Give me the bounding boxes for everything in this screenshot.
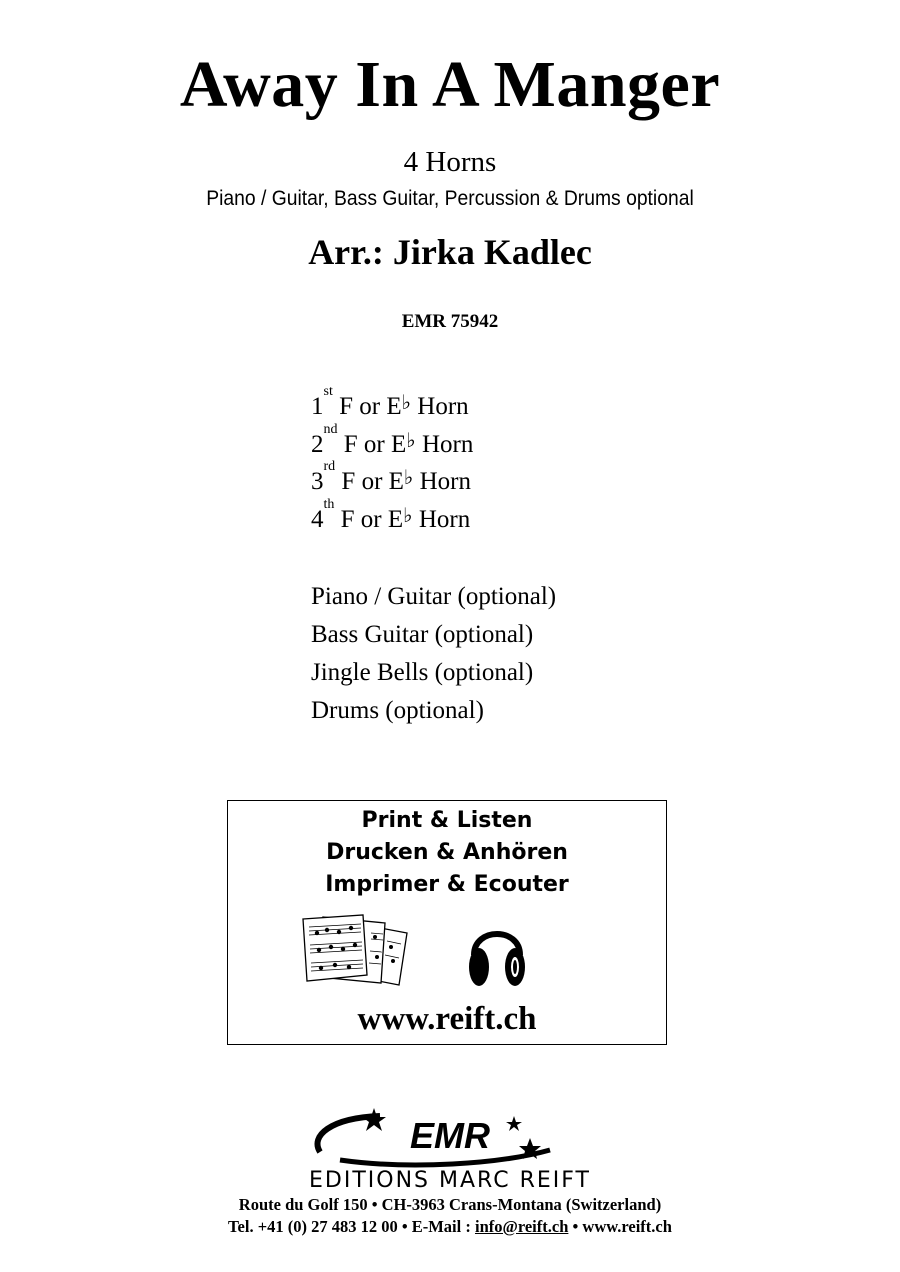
promo-line-en: Print & Listen <box>361 808 533 833</box>
page-title: Away In A Manger <box>179 48 721 121</box>
headphones-icon <box>466 915 528 991</box>
optional-part: Drums (optional) <box>311 697 484 724</box>
instrumentation-line: Piano / Guitar, Bass Guitar, Percussion & Drums optional <box>206 187 694 210</box>
arranger: Arr.: Jirka Kadlec <box>308 232 592 272</box>
email-link[interactable]: info@reift.ch <box>474 1217 569 1236</box>
optional-parts-list <box>311 578 556 730</box>
optional-part: Jingle Bells (optional) <box>311 659 534 686</box>
emr-logo <box>300 1108 600 1170</box>
promo-line-de: Drucken & Anhören <box>326 840 568 865</box>
star-icon <box>362 1108 386 1131</box>
star-icon <box>506 1116 522 1131</box>
publisher-address: Route du Golf 150 • CH-3963 Crans-Montana (Switzerland) <box>238 1195 662 1214</box>
horn-part: 2nd F or E♭ Horn <box>311 421 474 458</box>
sheet-music-icon <box>301 913 413 993</box>
optional-part: Piano / Guitar (optional) <box>311 583 557 610</box>
horn-part: 1st F or E♭ Horn <box>311 384 469 420</box>
print-listen-box <box>227 800 667 1045</box>
horn-part: 4th F or E♭ Horn <box>311 496 471 533</box>
website-url: www.reift.ch <box>357 1001 537 1037</box>
publisher-contact: Tel. +41 (0) 27 483 12 00 • E-Mail : info@reift.ch • www.reift.ch <box>228 1217 672 1236</box>
promo-line-fr: Imprimer & Ecouter <box>325 872 569 897</box>
horn-parts-list <box>311 384 474 538</box>
optional-part: Bass Guitar (optional) <box>311 621 534 648</box>
promo-lines <box>228 805 666 901</box>
catalog-code: EMR 75942 <box>401 311 499 332</box>
horn-part: 3rd F or E♭ Horn <box>311 459 471 495</box>
logo-text: EMR <box>410 1115 490 1156</box>
publisher-name: EDITIONS MARC REIFT <box>309 1168 591 1193</box>
ensemble-subtitle: 4 Horns <box>403 146 497 178</box>
